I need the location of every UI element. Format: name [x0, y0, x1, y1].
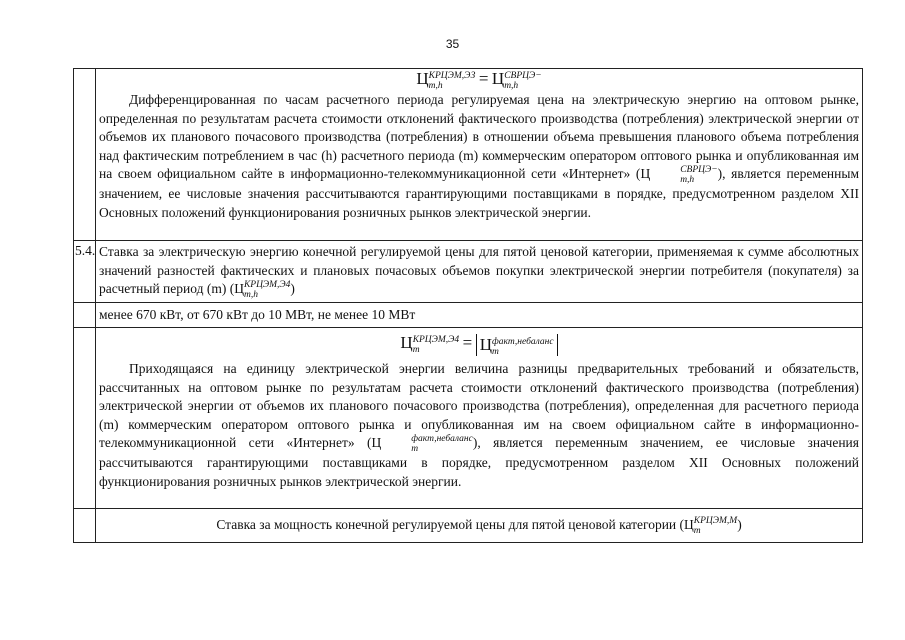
formula: [99, 69, 859, 91]
row-number-cell: [74, 509, 96, 543]
formula-subscript: m,h: [680, 175, 695, 185]
tariff-table: [73, 68, 863, 543]
table-row: [74, 509, 863, 543]
row-number-cell: [74, 303, 96, 328]
paragraph-text: ), является переменным значением, ее числовые значения рассчитываются гарантирующими поставщиками в порядке, предусмотренном разделом XII Основных положений функционирования розничных рынков электрической энергии.: [99, 435, 859, 489]
table-row: [74, 69, 863, 241]
table-row: [74, 241, 863, 303]
formula-subscript: m: [492, 346, 499, 357]
formula-symbol: Ц: [640, 166, 651, 182]
definition-paragraph: [99, 91, 859, 222]
formula-symbol: Ц: [371, 435, 382, 451]
description-cell: [96, 509, 863, 543]
description-cell: [96, 69, 863, 241]
formula-symbol: Ц: [479, 335, 493, 354]
absolute-value-bars: [476, 334, 558, 356]
heading-text: ): [737, 517, 742, 533]
table-row: [74, 328, 863, 509]
inline-formula: [640, 165, 718, 185]
description-cell: [96, 328, 863, 509]
row-number-cell: [74, 69, 96, 241]
formula-superscript: факт,небаланс: [492, 336, 554, 347]
inline-formula: [684, 516, 738, 536]
formula-superscript: СВРЦЭ−: [504, 71, 542, 81]
paragraph-text: Ставка за электрическую энергию конечной регулируемой цены для пятой ценовой категории, применяемая к сумме абсолютных значений разностей фактических и плановых почасовых объемов покупки электрической энергии потребителя (покупателя) за расчетный период (m) (: [99, 244, 859, 297]
formula-symbol: Ц: [400, 333, 413, 353]
page-number: 35: [445, 37, 460, 51]
formula-subscript: m,h: [243, 290, 258, 300]
power-range-cell: [96, 303, 863, 328]
description-cell: [96, 241, 863, 303]
formula-subscript: m,h: [428, 81, 443, 91]
formula-superscript: КРЦЭМ,М: [693, 516, 738, 526]
inline-formula: [234, 280, 291, 300]
formula-subscript: m,h: [504, 81, 519, 91]
paragraph-text: Дифференцированная по часам расчетного периода регулируемая цена на электрическую энергию на оптовом рынке, определенная по результатам расчета стоимости отклонений фактического производства (потребления) электрической энергии от объемов их планового почасового производства (потребления) в отношении объема превышения планового объема потребления над фактическим потреблением в час (h) расчетного периода (m) коммерческим оператором оптового рынка и опубликованная им на своем официальном сайте в информационно-телекоммуникационной сети «Интернет» (: [99, 92, 859, 182]
paragraph-text: Приходящаяся на единицу электрической энергии величина разницы предварительных требований и обязательств, рассчитанных на оптовом рынке по результатам расчета стоимости отклонений фактического производства (потребления) электрической энергии от объемов их планового почасового производства (потребления), определенная для расчетного периода (m) коммерческим оператором оптового рынка и опубликованная им на своем официальном сайте в информационно-телекоммуникационной сети «Интернет» (: [99, 361, 859, 451]
formula: [99, 328, 859, 360]
formula-superscript: факт,небаланс: [411, 434, 473, 444]
formula-symbol: Ц: [416, 69, 429, 89]
equals-sign: =: [462, 333, 473, 353]
paragraph-text: ): [290, 281, 295, 297]
section-heading: [99, 509, 859, 542]
equals-sign: =: [478, 69, 489, 89]
power-range-text: менее 670 кВт, от 670 кВт до 10 МВт, не менее 10 МВт: [99, 307, 416, 322]
formula-symbol: Ц: [684, 517, 694, 533]
heading-text: Ставка за мощность конечной регулируемой цены для пятой ценовой категории (: [216, 517, 685, 533]
formula-symbol: Ц: [234, 281, 244, 297]
definition-paragraph: [99, 243, 859, 300]
paragraph-text: ), является переменным значением, ее числовые значения рассчитываются гарантирующими поставщиками в порядке, предусмотренном разделом XII Основных положений функционирования розничных рынков электрической энергии.: [99, 166, 859, 220]
inline-formula: [371, 434, 473, 454]
row-number: 5.4.: [74, 241, 96, 303]
formula-superscript: КРЦЭМ,ЭЗ: [428, 71, 476, 81]
formula-symbol: Ц: [491, 69, 505, 89]
formula-superscript: СВРЦЭ−: [680, 165, 718, 175]
formula-subscript: m: [693, 526, 701, 536]
formula-superscript: КРЦЭМ,Э4: [412, 335, 460, 345]
table-row: [74, 303, 863, 328]
formula-subscript: m: [411, 444, 419, 454]
formula-subscript: m: [412, 345, 420, 355]
row-number-cell: [74, 328, 96, 509]
formula-superscript: КРЦЭМ,Э4: [243, 280, 291, 290]
definition-paragraph: [99, 360, 859, 491]
